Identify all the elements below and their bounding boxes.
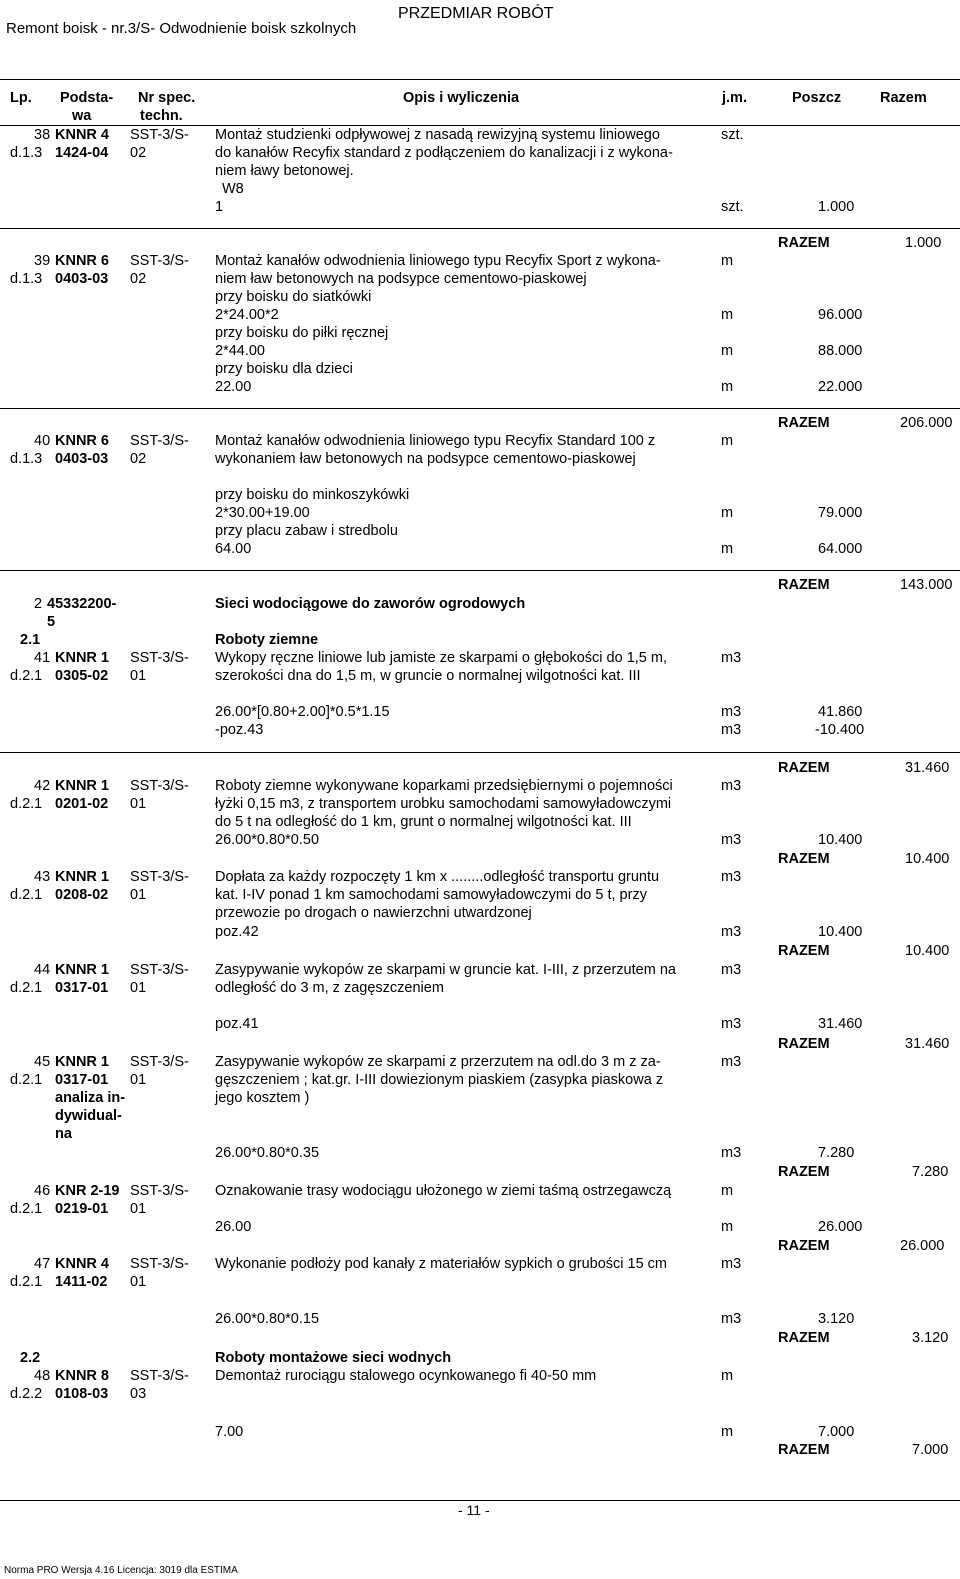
line-64: 41 <box>34 650 51 666</box>
line-106: poz.42 <box>215 924 259 940</box>
line-70: 0305-02 <box>55 668 109 684</box>
line-102: 0208-02 <box>55 887 109 903</box>
line-77: m3 <box>721 722 742 738</box>
line-74: m3 <box>721 704 742 720</box>
line-36: 22.000 <box>818 379 863 395</box>
line-56: RAZEM <box>778 577 830 593</box>
line-131: 0317-01 <box>55 1072 109 1088</box>
line-57: 143.000 <box>900 577 953 593</box>
line-78: -10.400 <box>815 722 865 738</box>
line-63: Roboty ziemne <box>215 632 319 648</box>
line-122: 31.460 <box>818 1016 863 1032</box>
line-163: 01 <box>130 1274 147 1290</box>
line-182: RAZEM <box>778 1442 830 1458</box>
line-6: 1424-04 <box>55 145 109 161</box>
line-99: Dopłata za każdy rozpoczęty 1 km x ........odległość transportu gruntu <box>215 869 660 885</box>
line-104: kat. I-IV ponad 1 km samochodami samowyładowczymi do 5 t, przy <box>215 887 647 903</box>
line-22: 0403-03 <box>55 271 109 287</box>
line-43: m <box>721 433 734 449</box>
line-134: analiza in- <box>55 1090 126 1106</box>
line-96: 43 <box>34 869 51 885</box>
line-109: RAZEM <box>778 943 830 959</box>
line-130: d.2.1 <box>10 1072 43 1088</box>
line-129: m3 <box>721 1054 742 1070</box>
line-18: SST-3/S- <box>130 253 189 269</box>
line-124: 31.460 <box>905 1036 950 1052</box>
line-137: na <box>55 1126 72 1142</box>
line-93: 10.400 <box>818 832 863 848</box>
line-87: 0201-02 <box>55 796 109 812</box>
line-5: d.1.3 <box>10 145 43 161</box>
line-50: m <box>721 505 734 521</box>
line-54: m <box>721 541 734 557</box>
line-1: KNNR 4 <box>55 127 109 143</box>
line-61: 5 <box>47 614 56 630</box>
line-30: 2*44.00 <box>215 343 265 359</box>
line-94: RAZEM <box>778 851 830 867</box>
col-header-opis: Opis i wyliczenia <box>403 90 520 106</box>
line-10: W8 <box>222 181 244 197</box>
line-150: 01 <box>130 1201 147 1217</box>
line-167: RAZEM <box>778 1330 830 1346</box>
line-14: RAZEM <box>778 235 830 251</box>
line-7: 02 <box>130 145 147 161</box>
line-45: 0403-03 <box>55 451 109 467</box>
line-90: do 5 t na odległość do 1 km, grunt o normalnej wilgotności kat. III <box>215 814 632 830</box>
line-133: gęszczeniem ; kat.gr. I-III dowiezionym piaskiem (zasypka piaskowa z <box>215 1072 664 1088</box>
line-68: m3 <box>721 650 742 666</box>
line-175: m <box>721 1368 734 1384</box>
line-105: przewozie po drogach o nawierzchni utwardzonej <box>215 905 532 921</box>
line-65: KNNR 1 <box>55 650 109 666</box>
line-168: 3.120 <box>912 1330 949 1346</box>
line-142: 7.280 <box>912 1164 949 1180</box>
line-145: SST-3/S- <box>130 1183 189 1199</box>
line-103: 01 <box>130 887 147 903</box>
line-27: m <box>721 307 734 323</box>
line-3: Montaż studzienki odpływowej z nasadą rewizyjną systemu liniowego <box>215 127 660 143</box>
line-156: 47 <box>34 1256 51 1272</box>
col-header-podstawa-2: wa <box>72 108 92 124</box>
line-180: m <box>721 1424 734 1440</box>
page-number: - 11 - <box>458 1502 490 1518</box>
col-header-razem: Razem <box>880 90 927 106</box>
line-170: Roboty montażowe sieci wodnych <box>215 1350 452 1366</box>
line-33: przy boisku dla dzieci <box>215 361 353 377</box>
row-separator <box>0 570 960 571</box>
line-51: 79.000 <box>818 505 863 521</box>
line-8: do kanałów Recyfix standard z podłączeniem do kanalizacji i z wykona- <box>215 145 673 161</box>
line-121: m3 <box>721 1016 742 1032</box>
line-16: 39 <box>34 253 51 269</box>
line-86: d.2.1 <box>10 796 43 812</box>
line-166: 3.120 <box>818 1311 855 1327</box>
line-110: 10.400 <box>905 943 950 959</box>
line-165: m3 <box>721 1311 742 1327</box>
line-60: Sieci wodociągowe do zaworów ogrodowych <box>215 596 526 612</box>
line-19: Montaż kanałów odwodnienia liniowego typu Recyfix Sport z wykona- <box>215 253 661 269</box>
col-header-nrspec-2: techn. <box>140 108 183 124</box>
line-31: m <box>721 343 734 359</box>
line-12: szt. <box>721 199 744 215</box>
line-154: RAZEM <box>778 1238 830 1254</box>
line-101: d.2.1 <box>10 887 43 903</box>
line-174: Demontaż rurociągu stalowego ocynkowanego fi 40-50 mm <box>215 1368 597 1384</box>
line-25: przy boisku do siatkówki <box>215 289 372 305</box>
line-135: jego kosztem ) <box>215 1090 310 1106</box>
line-21: d.1.3 <box>10 271 43 287</box>
line-119: odległość do 3 m, z zagęszczeniem <box>215 980 444 996</box>
line-26: 2*24.00*2 <box>215 307 279 323</box>
line-40: KNNR 6 <box>55 433 109 449</box>
line-9: niem ławy betonowej. <box>215 163 354 179</box>
line-177: 0108-03 <box>55 1386 109 1402</box>
line-15: 1.000 <box>905 235 942 251</box>
line-117: 0317-01 <box>55 980 109 996</box>
line-37: RAZEM <box>778 415 830 431</box>
line-72: szerokości dna do 1,5 m, w gruncie o normalnej wilgotności kat. III <box>215 668 641 684</box>
line-53: 64.00 <box>215 541 252 557</box>
line-34: 22.00 <box>215 379 252 395</box>
line-97: KNNR 1 <box>55 869 109 885</box>
line-153: 26.000 <box>818 1219 863 1235</box>
line-126: KNNR 1 <box>55 1054 109 1070</box>
line-157: KNNR 4 <box>55 1256 109 1272</box>
line-172: KNNR 8 <box>55 1368 109 1384</box>
col-header-lp: Lp. <box>10 90 32 106</box>
page-header-left: Remont boisk - nr.3/S- Odwodnienie boisk szkolnych <box>6 20 357 37</box>
line-115: m3 <box>721 962 742 978</box>
line-143: 46 <box>34 1183 51 1199</box>
line-179: 7.00 <box>215 1424 244 1440</box>
line-155: 26.000 <box>900 1238 945 1254</box>
line-171: 48 <box>34 1368 51 1384</box>
line-62: 2.1 <box>20 632 41 648</box>
line-81: 42 <box>34 778 51 794</box>
line-169: 2.2 <box>20 1350 41 1366</box>
page-header-right: PRZEDMIAR ROBÓT <box>398 5 554 22</box>
line-151: 26.00 <box>215 1219 252 1235</box>
line-98: SST-3/S- <box>130 869 189 885</box>
line-183: 7.000 <box>912 1442 949 1458</box>
line-17: KNNR 6 <box>55 253 109 269</box>
line-39: 40 <box>34 433 51 449</box>
line-118: 01 <box>130 980 147 996</box>
header-bottom-rule <box>0 125 960 126</box>
line-100: m3 <box>721 869 742 885</box>
col-header-poszcz: Poszcz <box>792 90 842 106</box>
line-132: 01 <box>130 1072 147 1088</box>
line-24: niem ław betonowych na podsypce cementowo-piaskowej <box>215 271 587 287</box>
line-28: 96.000 <box>818 307 863 323</box>
line-42: Montaż kanałów odwodnienia liniowego typu Recyfix Standard 100 z <box>215 433 656 449</box>
line-111: 44 <box>34 962 51 978</box>
line-73: 26.00*[0.80+2.00]*0.5*1.15 <box>215 704 390 720</box>
line-160: m3 <box>721 1256 742 1272</box>
line-29: przy boisku do piłki ręcznej <box>215 325 389 341</box>
col-header-jm: j.m. <box>722 90 747 106</box>
line-152: m <box>721 1219 734 1235</box>
line-95: 10.400 <box>905 851 950 867</box>
row-separator <box>0 1500 960 1501</box>
line-162: 1411-02 <box>55 1274 108 1290</box>
line-13: 1.000 <box>818 199 855 215</box>
line-91: 26.00*0.80*0.50 <box>215 832 320 848</box>
line-20: m <box>721 253 734 269</box>
line-128: Zasypywanie wykopów ze skarpami z przerzutem na odl.do 3 m z za- <box>215 1054 661 1070</box>
line-11: 1 <box>215 199 224 215</box>
line-181: 7.000 <box>818 1424 855 1440</box>
line-140: 7.280 <box>818 1145 855 1161</box>
line-148: d.2.1 <box>10 1201 43 1217</box>
line-161: d.2.1 <box>10 1274 43 1290</box>
line-66: SST-3/S- <box>130 650 189 666</box>
line-138: 26.00*0.80*0.35 <box>215 1145 320 1161</box>
line-125: 45 <box>34 1054 51 1070</box>
footer-license: Norma PRO Wersja 4.16 Licencja: 3019 dla ESTIMA <box>4 1565 238 1576</box>
line-58: 2 <box>34 596 43 612</box>
line-173: SST-3/S- <box>130 1368 189 1384</box>
line-80: 31.460 <box>905 760 950 776</box>
line-38: 206.000 <box>900 415 953 431</box>
line-164: 26.00*0.80*0.15 <box>215 1311 320 1327</box>
line-35: m <box>721 379 734 395</box>
line-4: szt. <box>721 127 744 143</box>
line-32: 88.000 <box>818 343 863 359</box>
line-176: d.2.2 <box>10 1386 43 1402</box>
line-79: RAZEM <box>778 760 830 776</box>
line-84: Roboty ziemne wykonywane koparkami przedsiębiernymi o pojemności <box>215 778 673 794</box>
line-52: przy placu zabaw i stredbolu <box>215 523 398 539</box>
line-139: m3 <box>721 1145 742 1161</box>
line-159: Wykonanie podłoży pod kanały z materiałów sypkich o grubości 15 cm <box>215 1256 668 1272</box>
line-114: Zasypywanie wykopów ze skarpami w gruncie kat. I-III, z przerzutem na <box>215 962 676 978</box>
line-144: KNR 2-19 <box>55 1183 120 1199</box>
line-49: 2*30.00+19.00 <box>215 505 310 521</box>
col-header-nrspec: Nr spec. <box>138 90 196 106</box>
line-120: poz.41 <box>215 1016 259 1032</box>
line-113: SST-3/S- <box>130 962 189 978</box>
line-141: RAZEM <box>778 1164 830 1180</box>
line-127: SST-3/S- <box>130 1054 189 1070</box>
line-178: 03 <box>130 1386 147 1402</box>
line-75: 41.860 <box>818 704 863 720</box>
row-separator <box>0 228 960 229</box>
col-header-podstawa: Podsta- <box>60 90 114 106</box>
line-136: dywidual- <box>55 1108 122 1124</box>
line-149: 0219-01 <box>55 1201 109 1217</box>
line-85: m3 <box>721 778 742 794</box>
line-107: m3 <box>721 924 742 940</box>
line-59: 45332200- <box>47 596 117 612</box>
line-67: Wykopy ręczne liniowe lub jamiste ze skarpami o głębokości do 1,5 m, <box>215 650 667 666</box>
line-71: 01 <box>130 668 147 684</box>
line-108: 10.400 <box>818 924 863 940</box>
line-47: wykonaniem ław betonowych na podsypce cementowo-piaskowej <box>215 451 636 467</box>
line-112: KNNR 1 <box>55 962 109 978</box>
line-116: d.2.1 <box>10 980 43 996</box>
line-146: Oznakowanie trasy wodociągu ułożonego w ziemi taśmą ostrzegawczą <box>215 1183 672 1199</box>
row-separator <box>0 752 960 753</box>
line-76: -poz.43 <box>215 722 264 738</box>
line-48: przy boisku do minkoszykówki <box>215 487 410 503</box>
row-separator <box>0 408 960 409</box>
line-44: d.1.3 <box>10 451 43 467</box>
line-147: m <box>721 1183 734 1199</box>
line-55: 64.000 <box>818 541 863 557</box>
line-0: 38 <box>34 127 51 143</box>
line-123: RAZEM <box>778 1036 830 1052</box>
line-23: 02 <box>130 271 147 287</box>
line-83: SST-3/S- <box>130 778 189 794</box>
line-89: łyżki 0,15 m3, z transportem urobku samochodami samowyładowczymi <box>215 796 672 812</box>
line-69: d.2.1 <box>10 668 43 684</box>
header-top-rule <box>0 79 960 80</box>
line-158: SST-3/S- <box>130 1256 189 1272</box>
line-2: SST-3/S- <box>130 127 189 143</box>
line-92: m3 <box>721 832 742 848</box>
line-46: 02 <box>130 451 147 467</box>
line-41: SST-3/S- <box>130 433 189 449</box>
line-82: KNNR 1 <box>55 778 109 794</box>
line-88: 01 <box>130 796 147 812</box>
